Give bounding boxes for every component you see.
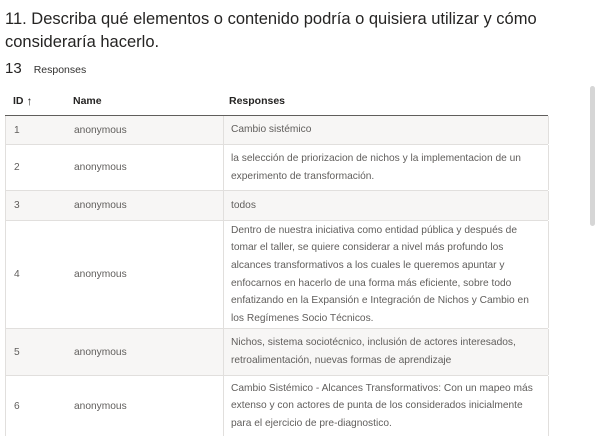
row-name: anonymous <box>74 200 127 211</box>
row-response: todos <box>223 191 549 220</box>
table-row[interactable] <box>6 145 548 191</box>
column-header-id-label: ID <box>13 94 24 107</box>
row-response: Cambio Sistémico - Alcances Transformativos: Con un mapeo más extenso y con actores de punta de los considerados inicialmente para el ejercicio de pre-diagnostico. <box>223 376 549 436</box>
row-id: 1 <box>14 124 20 136</box>
table-body <box>5 116 548 436</box>
row-id: 5 <box>14 346 20 358</box>
column-header-id[interactable] <box>5 94 67 108</box>
vertical-scrollbar[interactable] <box>589 86 597 432</box>
table-row[interactable] <box>6 191 548 221</box>
table-row[interactable] <box>6 329 548 376</box>
column-header-name[interactable]: Name <box>73 94 102 107</box>
table-row[interactable] <box>6 116 548 145</box>
response-count: 13 <box>5 60 22 77</box>
row-id: 2 <box>14 162 20 173</box>
row-name: anonymous <box>74 269 127 280</box>
response-summary <box>5 60 86 77</box>
row-response: la selección de priorizacion de nichos y la implementacion de un experimento de transformación. <box>223 145 549 190</box>
column-header-responses[interactable]: Responses <box>229 94 286 107</box>
row-name: anonymous <box>74 162 127 173</box>
responses-table <box>5 86 548 436</box>
table-header <box>5 86 548 116</box>
row-response: Dentro de nuestra iniciativa como entidad pública y después de tomar el taller, se quiere considerar a nivel más profundo los alcances transformativos a los cuales le queremos apuntar y enfocarnos en hacerlo de una forma más eficiente, sobre todo enfatizando en la Expansión e Integración de Nichos y Cambio en los Regímenes Socio Técnicos. <box>223 221 549 328</box>
table-row[interactable] <box>6 221 548 329</box>
row-name: anonymous <box>74 124 127 136</box>
row-id: 6 <box>14 400 20 412</box>
question-title: 11. Describa qué elementos o contenido podría o quisiera utilizar y cómo consideraría hacerlo. <box>5 10 537 51</box>
row-name: anonymous <box>74 346 127 358</box>
scrollbar-thumb[interactable] <box>590 86 595 226</box>
row-response: Cambio sistémico <box>223 116 549 144</box>
response-count-label: Responses <box>33 64 87 76</box>
row-name: anonymous <box>74 400 127 412</box>
arrow-up-icon[interactable]: ↑ <box>26 93 33 108</box>
row-response: Nichos, sistema sociotécnico, inclusión de actores interesados, retroalimentación, nuevas formas de aprendizaje <box>223 329 549 375</box>
row-id: 4 <box>14 269 20 280</box>
table-row[interactable] <box>6 376 548 436</box>
row-id: 3 <box>14 200 20 211</box>
